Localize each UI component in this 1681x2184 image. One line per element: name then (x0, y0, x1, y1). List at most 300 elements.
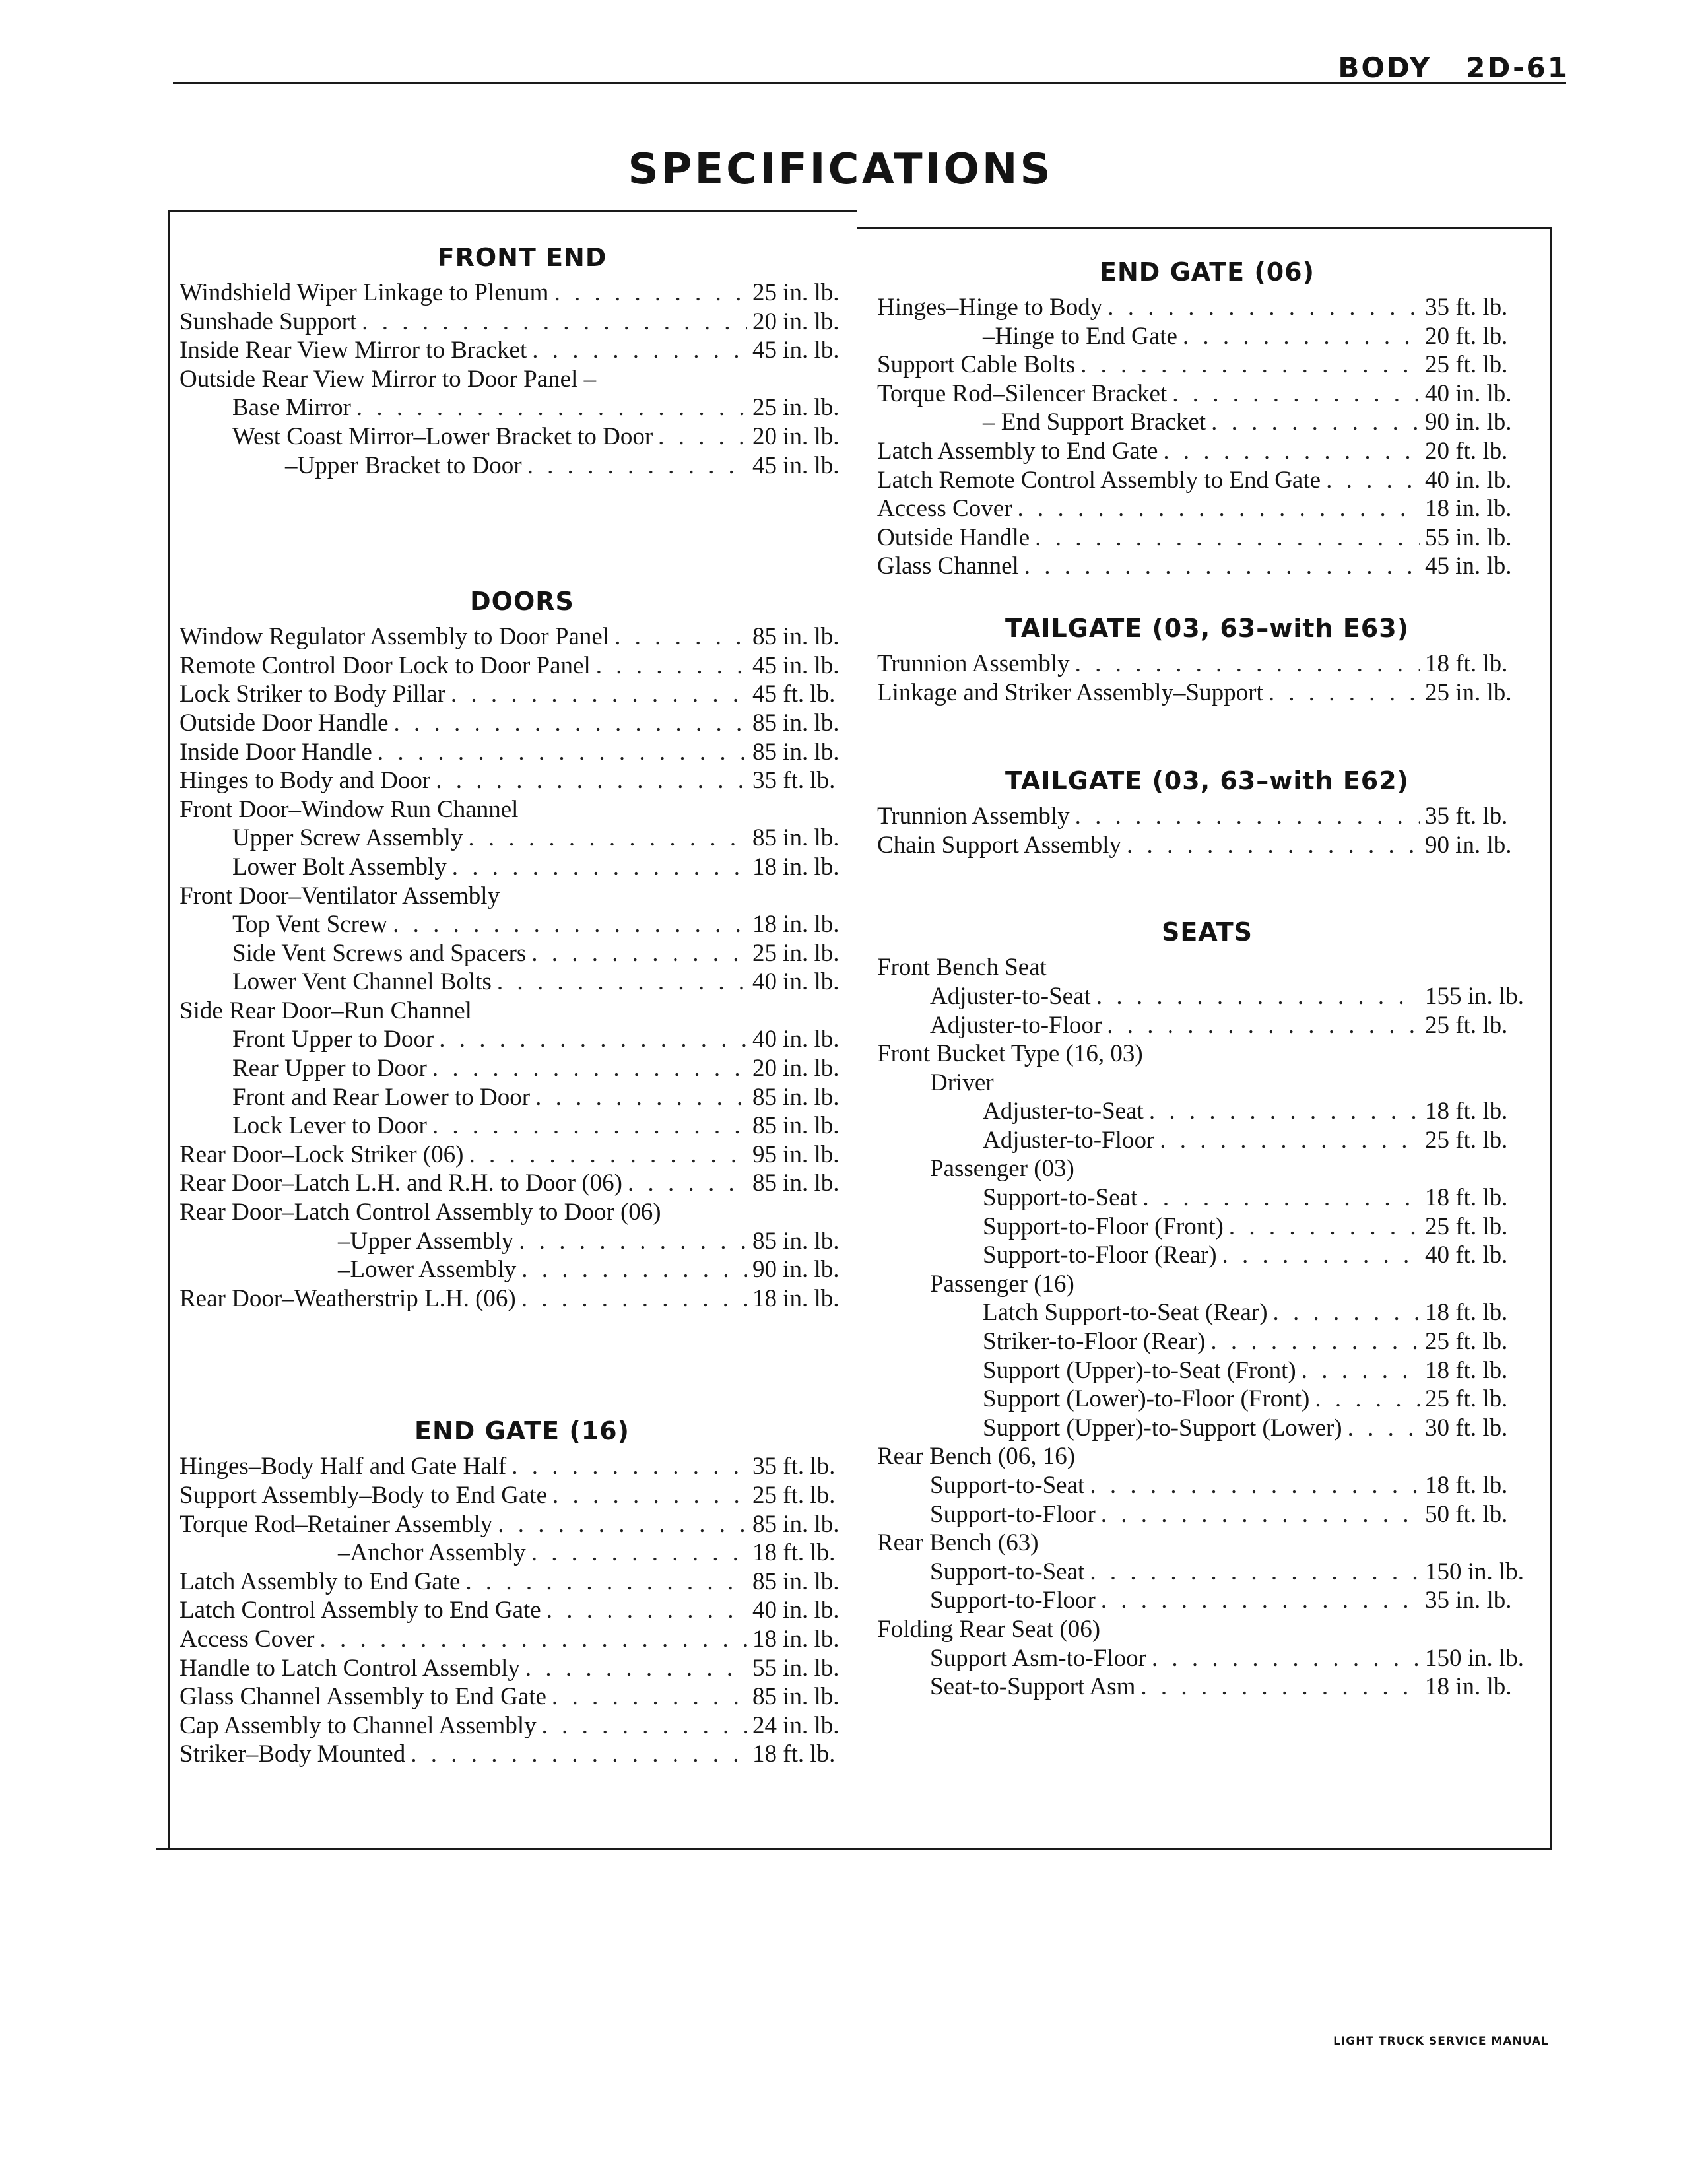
section-title: SEATS (1161, 917, 1253, 947)
dot-leader (521, 1255, 747, 1284)
spec-row (180, 738, 865, 767)
spec-label: Support-to-Floor (Front) (983, 1212, 1224, 1240)
dot-leader (436, 766, 747, 795)
dot-leader (1101, 1586, 1420, 1615)
spec-torque-value: 45 in. lb. (1425, 552, 1512, 580)
spec-torque-value: 85 in. lb. (752, 824, 840, 852)
spec-label: Lower Vent Channel Bolts (232, 968, 492, 996)
spec-label: Lock Lever to Door (232, 1112, 427, 1140)
spec-torque-value: 150 in. lb. (1425, 1558, 1525, 1585)
dot-leader (356, 393, 747, 422)
spec-torque-value: 20 in. lb. (752, 422, 840, 450)
spec-torque-value: 35 ft. lb. (752, 1453, 836, 1480)
spec-row (180, 1083, 865, 1112)
spec-label: Support Cable Bolts (877, 351, 1076, 379)
spec-torque-value: 85 in. lb. (752, 623, 840, 651)
spec-label: Window Regulator Assembly to Door Panel (180, 623, 610, 651)
section-name: BODY (1338, 51, 1432, 84)
dot-leader (511, 1452, 747, 1481)
spec-torque-value: 25 in. lb. (1425, 678, 1512, 706)
spec-label: Outside Rear View Mirror to Door Panel – (180, 365, 597, 393)
spec-row (180, 1539, 865, 1568)
spec-label: Latch Control Assembly to End Gate (180, 1597, 541, 1624)
spec-row (180, 279, 865, 308)
spec-torque-value: 18 ft. lb. (752, 1740, 836, 1768)
dot-leader (525, 1654, 747, 1683)
spec-torque-value: 50 ft. lb. (1425, 1500, 1508, 1528)
spec-torque-value: 18 ft. lb. (1425, 1472, 1508, 1499)
spec-row (180, 422, 865, 451)
spec-label: Lock Striker to Body Pillar (180, 680, 445, 708)
spec-torque-value: 40 in. lb. (1425, 466, 1512, 494)
spec-row (180, 1111, 865, 1141)
box-top-right-rule (857, 227, 1552, 229)
spec-row (180, 910, 865, 939)
spec-torque-value: 18 in. lb. (1425, 1673, 1512, 1701)
spec-row (877, 982, 1537, 1011)
dot-leader (552, 1682, 747, 1711)
spec-label: Trunnion Assembly (877, 649, 1070, 677)
dot-leader (1348, 1414, 1420, 1443)
spec-label: Front Bench Seat (877, 954, 1047, 981)
spec-torque-value: 90 in. lb. (752, 1256, 840, 1284)
spec-label: Latch Support-to-Seat (Rear) (983, 1299, 1268, 1327)
spec-row (877, 1385, 1537, 1414)
dot-leader (1160, 1126, 1420, 1155)
spec-row (877, 1529, 1537, 1558)
dot-leader (468, 824, 747, 853)
spec-label: –Anchor Assembly (338, 1539, 526, 1567)
spec-label: Base Mirror (232, 394, 351, 422)
spec-torque-value: 20 ft. lb. (1425, 322, 1508, 350)
spec-row (877, 1126, 1537, 1155)
section-tailgate-e63 (877, 607, 1537, 707)
spec-torque-value: 18 ft. lb. (1425, 1356, 1508, 1384)
section-title: DOORS (470, 587, 574, 616)
spec-row (180, 1169, 865, 1198)
dot-leader (532, 336, 747, 365)
dot-leader (542, 1711, 747, 1740)
spec-label: Seat-to-Support Asm (930, 1673, 1136, 1701)
spec-label: Handle to Latch Control Assembly (180, 1654, 520, 1682)
spec-row (180, 1740, 865, 1769)
spec-torque-value: 25 in. lb. (752, 279, 840, 306)
spec-torque-value: 18 ft. lb. (1425, 649, 1508, 677)
dot-leader (628, 1169, 747, 1198)
spec-torque-value: 40 ft. lb. (1425, 1241, 1508, 1269)
section-title: TAILGATE (03, 63–with E62) (1005, 766, 1410, 796)
box-top-left-rule (168, 210, 857, 212)
spec-row (180, 1198, 865, 1227)
spec-torque-value: 25 ft. lb. (752, 1482, 836, 1509)
spec-row (877, 380, 1537, 409)
spec-row (180, 1452, 865, 1481)
dot-leader (1107, 1011, 1420, 1040)
spec-label: Windshield Wiper Linkage to Plenum (180, 279, 549, 306)
spec-table-box (168, 210, 1552, 1850)
dot-leader (527, 451, 747, 480)
spec-torque-value: 85 in. lb. (752, 1568, 840, 1595)
spec-row (877, 678, 1537, 708)
spec-label: Hinges–Hinge to Body (877, 294, 1103, 321)
dot-leader (1107, 293, 1420, 322)
dot-leader (432, 1054, 747, 1083)
box-right-rule (1550, 227, 1552, 1850)
spec-label: Latch Assembly to End Gate (877, 437, 1158, 465)
spec-row (180, 622, 865, 651)
spec-row (877, 953, 1537, 982)
spec-row (877, 350, 1537, 380)
spec-torque-value: 18 ft. lb. (752, 1539, 836, 1567)
spec-row (877, 831, 1537, 860)
spec-row (877, 1241, 1537, 1270)
spec-torque-value: 25 ft. lb. (1425, 1126, 1508, 1154)
spec-row (877, 1097, 1537, 1126)
spec-row (877, 1500, 1537, 1529)
spec-label: Inside Door Handle (180, 738, 372, 766)
spec-label: Support-to-Floor (Rear) (983, 1241, 1217, 1269)
section-end-gate-16 (180, 1410, 865, 1769)
spec-torque-value: 95 in. lb. (752, 1141, 840, 1168)
spec-label: Support-to-Seat (983, 1184, 1138, 1212)
dot-leader (1075, 802, 1420, 831)
spec-torque-value: 20 in. lb. (752, 308, 840, 335)
spec-row (180, 1625, 865, 1654)
right-column (877, 257, 1537, 1702)
box-bottom-rule (156, 1848, 1552, 1850)
spec-row (877, 1183, 1537, 1212)
dot-leader (521, 1284, 747, 1313)
spec-torque-value: 30 ft. lb. (1425, 1414, 1508, 1441)
spec-torque-value: 55 in. lb. (752, 1654, 840, 1682)
spec-row (877, 1672, 1537, 1702)
spec-torque-value: 85 in. lb. (752, 738, 840, 766)
spec-label: Support Asm-to-Floor (930, 1644, 1146, 1672)
spec-torque-value: 85 in. lb. (752, 1227, 840, 1255)
dot-leader (1211, 408, 1420, 437)
spec-row (180, 1141, 865, 1170)
spec-torque-value: 155 in. lb. (1425, 982, 1525, 1010)
spec-torque-value: 18 in. lb. (1425, 495, 1512, 523)
spec-label: West Coast Mirror–Lower Bracket to Door (232, 422, 653, 450)
spec-torque-value: 85 in. lb. (752, 1510, 840, 1538)
spec-row (180, 709, 865, 738)
spec-torque-value: 40 in. lb. (752, 968, 840, 996)
spec-row (877, 1270, 1537, 1299)
spec-torque-value: 40 in. lb. (752, 1026, 840, 1053)
spec-torque-value: 18 ft. lb. (1425, 1184, 1508, 1212)
spec-label: Sunshade Support (180, 308, 357, 335)
section-tailgate-e62 (877, 760, 1537, 859)
spec-row (180, 1596, 865, 1625)
spec-row (180, 336, 865, 365)
dot-leader (1127, 831, 1420, 860)
dot-leader (1229, 1212, 1420, 1241)
left-column (180, 243, 865, 1769)
dot-leader (465, 1568, 747, 1597)
spec-label: Side Vent Screws and Spacers (232, 939, 527, 967)
section-doors (180, 580, 865, 1313)
running-header (1338, 51, 1569, 84)
dot-leader (531, 939, 747, 968)
spec-label: Rear Door–Latch Control Assembly to Door (06) (180, 1199, 661, 1226)
spec-row (877, 1298, 1537, 1327)
spec-label: Support-to-Seat (930, 1472, 1085, 1499)
dot-leader (596, 651, 747, 680)
spec-label: Hinges–Body Half and Gate Half (180, 1453, 507, 1480)
dot-leader (469, 1141, 747, 1170)
spec-label: Passenger (16) (930, 1270, 1074, 1298)
spec-row (877, 1471, 1537, 1500)
section-end-gate-06 (877, 251, 1537, 581)
spec-row (180, 365, 865, 394)
dot-leader (451, 680, 747, 709)
dot-leader (319, 1625, 747, 1654)
spec-row (877, 1356, 1537, 1385)
spec-row (877, 1414, 1537, 1443)
dot-leader (498, 1510, 747, 1539)
spec-torque-value: 18 in. lb. (752, 1625, 840, 1653)
dot-leader (1024, 552, 1420, 581)
dot-leader (378, 738, 747, 767)
dot-leader (362, 308, 747, 337)
dot-leader (1075, 649, 1420, 678)
dot-leader (531, 1539, 747, 1568)
dot-leader (1172, 380, 1420, 409)
spec-label: Upper Screw Assembly (232, 824, 463, 852)
dot-leader (614, 622, 747, 651)
spec-row (877, 649, 1537, 678)
dot-leader (546, 1596, 747, 1625)
dot-leader (1326, 466, 1420, 495)
dot-leader (432, 1111, 747, 1141)
spec-row (180, 1654, 865, 1683)
spec-label: Striker-to-Floor (Rear) (983, 1328, 1206, 1356)
spec-label: Rear Door–Latch L.H. and R.H. to Door (06) (180, 1170, 622, 1197)
dot-leader (1035, 523, 1420, 552)
spec-row (877, 1154, 1537, 1183)
spec-row (180, 1481, 865, 1510)
spec-row (180, 997, 865, 1026)
spec-torque-value: 45 in. lb. (752, 651, 840, 679)
spec-row (877, 322, 1537, 351)
spec-row (877, 1615, 1537, 1644)
spec-row (180, 968, 865, 997)
spec-torque-value: 85 in. lb. (752, 1683, 840, 1711)
spec-label: Support (Lower)-to-Floor (Front) (983, 1385, 1310, 1413)
dot-leader (1163, 437, 1420, 466)
spec-torque-value: 40 in. lb. (752, 1597, 840, 1624)
spec-label: Access Cover (180, 1625, 315, 1653)
spec-row (180, 853, 865, 882)
spec-torque-value: 35 in. lb. (1425, 1587, 1512, 1614)
spec-label: Front Door–Ventilator Assembly (180, 882, 500, 910)
box-left-rule (168, 210, 170, 1850)
spec-label: Rear Upper to Door (232, 1055, 427, 1082)
spec-label: Support-to-Floor (930, 1500, 1096, 1528)
spec-row (180, 1255, 865, 1284)
section-title: END GATE (16) (414, 1416, 630, 1446)
dot-leader (1152, 1644, 1420, 1673)
dot-leader (1222, 1241, 1420, 1270)
spec-row (877, 1558, 1537, 1587)
dot-leader (497, 968, 747, 997)
spec-label: Rear Bench (06, 16) (877, 1443, 1076, 1471)
spec-row (877, 494, 1537, 523)
dot-leader (393, 910, 747, 939)
dot-leader (1140, 1672, 1420, 1702)
dot-leader (1302, 1356, 1420, 1385)
spec-row (877, 437, 1537, 466)
spec-label: Front Bucket Type (16, 03) (877, 1040, 1143, 1068)
spec-label: Support Assembly–Body to End Gate (180, 1482, 548, 1509)
spec-torque-value: 35 ft. lb. (752, 767, 836, 795)
spec-row (180, 1711, 865, 1740)
section-title: FRONT END (437, 243, 607, 272)
spec-label: Adjuster-to-Floor (983, 1126, 1155, 1154)
spec-row (180, 939, 865, 968)
spec-label: Chain Support Assembly (877, 831, 1122, 859)
spec-row (180, 1284, 865, 1313)
spec-torque-value: 35 ft. lb. (1425, 803, 1508, 830)
spec-label: Lower Bolt Assembly (232, 853, 447, 880)
spec-torque-value: 45 in. lb. (752, 337, 840, 364)
dot-leader (1183, 322, 1420, 351)
spec-row (180, 308, 865, 337)
spec-torque-value: 90 in. lb. (1425, 831, 1512, 859)
spec-row (180, 680, 865, 709)
spec-torque-value: 40 in. lb. (1425, 380, 1512, 407)
spec-label: Torque Rod–Silencer Bracket (877, 380, 1168, 407)
page-title: SPECIFICATIONS (628, 145, 1053, 194)
spec-label: Glass Channel (877, 552, 1019, 580)
spec-row (877, 293, 1537, 322)
spec-torque-value: 85 in. lb. (752, 1083, 840, 1111)
spec-row (180, 1568, 865, 1597)
section-title: TAILGATE (03, 63–with E63) (1005, 613, 1410, 643)
section-title: END GATE (06) (1100, 257, 1315, 286)
spec-row (180, 766, 865, 795)
spec-torque-value: 24 in. lb. (752, 1711, 840, 1739)
dot-leader (1090, 1471, 1420, 1500)
spec-torque-value: 85 in. lb. (752, 709, 840, 737)
dot-leader (452, 853, 747, 882)
section-seats (877, 911, 1537, 1701)
spec-torque-value: 18 ft. lb. (1425, 1299, 1508, 1327)
spec-torque-value: 18 ft. lb. (1425, 1098, 1508, 1125)
spec-label: – End Support Bracket (983, 409, 1206, 436)
spec-row (180, 1682, 865, 1711)
spec-label: Rear Door–Lock Striker (06) (180, 1141, 464, 1168)
spec-torque-value: 35 ft. lb. (1425, 294, 1508, 321)
spec-row (877, 552, 1537, 581)
spec-label: Latch Remote Control Assembly to End Gate (877, 466, 1321, 494)
spec-torque-value: 55 in. lb. (1425, 523, 1512, 551)
dot-leader (1101, 1500, 1420, 1529)
spec-torque-value: 90 in. lb. (1425, 409, 1512, 436)
spec-row (877, 1586, 1537, 1615)
spec-torque-value: 85 in. lb. (752, 1170, 840, 1197)
section-front-end (180, 236, 865, 480)
spec-label: Folding Rear Seat (06) (877, 1615, 1101, 1643)
spec-torque-value: 25 in. lb. (752, 394, 840, 422)
spec-row (180, 1227, 865, 1256)
spec-torque-value: 25 ft. lb. (1425, 1328, 1508, 1356)
spec-torque-value: 25 in. lb. (752, 939, 840, 967)
spec-label: Adjuster-to-Seat (983, 1098, 1144, 1125)
spec-row (180, 1510, 865, 1539)
spec-label: Support-to-Seat (930, 1558, 1085, 1585)
dot-leader (1090, 1558, 1420, 1587)
spec-label: –Upper Assembly (338, 1227, 514, 1255)
spec-label: Rear Door–Weatherstrip L.H. (06) (180, 1284, 516, 1312)
spec-torque-value: 150 in. lb. (1425, 1644, 1525, 1672)
spec-label: Front Upper to Door (232, 1026, 434, 1053)
spec-label: Inside Rear View Mirror to Bracket (180, 337, 527, 364)
spec-label: Rear Bench (63) (877, 1529, 1039, 1557)
dot-leader (1142, 1183, 1420, 1212)
spec-row (180, 795, 865, 824)
spec-label: –Lower Assembly (338, 1256, 517, 1284)
spec-row (877, 1069, 1537, 1098)
spec-label: Access Cover (877, 495, 1012, 523)
spec-torque-value: 20 in. lb. (752, 1055, 840, 1082)
dot-leader (439, 1025, 747, 1054)
spec-torque-value: 20 ft. lb. (1425, 437, 1508, 465)
dot-leader (1269, 678, 1420, 708)
spec-torque-value: 18 in. lb. (752, 911, 840, 939)
spec-label: Support-to-Floor (930, 1587, 1096, 1614)
spec-row (180, 1025, 865, 1054)
spec-label: Front and Rear Lower to Door (232, 1083, 531, 1111)
spec-torque-value: 85 in. lb. (752, 1112, 840, 1140)
spec-row (877, 1442, 1537, 1471)
spec-torque-value: 18 in. lb. (752, 853, 840, 880)
dot-leader (394, 709, 748, 738)
spec-label: Driver (930, 1069, 994, 1096)
spec-label: –Upper Bracket to Door (285, 451, 522, 479)
dot-leader (411, 1740, 747, 1769)
spec-label: Side Rear Door–Run Channel (180, 997, 472, 1024)
spec-row (180, 882, 865, 911)
spec-label: Support (Upper)-to-Support (Lower) (983, 1414, 1342, 1441)
dot-leader (658, 422, 747, 451)
spec-torque-value: 25 ft. lb. (1425, 1385, 1508, 1413)
spec-torque-value: 45 ft. lb. (752, 680, 836, 708)
spec-row (180, 451, 865, 480)
spec-row (877, 1327, 1537, 1356)
spec-label: Adjuster-to-Seat (930, 982, 1091, 1010)
spec-label: Remote Control Door Lock to Door Panel (180, 651, 591, 679)
spec-label: Glass Channel Assembly to End Gate (180, 1683, 546, 1711)
dot-leader (1210, 1327, 1420, 1356)
spec-label: Linkage and Striker Assembly–Support (877, 678, 1263, 706)
spec-label: Passenger (03) (930, 1155, 1074, 1183)
dot-leader (1149, 1097, 1420, 1126)
spec-label: Latch Assembly to End Gate (180, 1568, 461, 1595)
spec-row (877, 408, 1537, 437)
dot-leader (1315, 1385, 1420, 1414)
spec-label: –Hinge to End Gate (983, 322, 1177, 350)
dot-leader (552, 1481, 747, 1510)
spec-row (877, 466, 1537, 495)
spec-label: Hinges to Body and Door (180, 767, 431, 795)
spec-label: Striker–Body Mounted (180, 1740, 406, 1768)
spec-row (180, 651, 865, 680)
spec-torque-value: 45 in. lb. (752, 451, 840, 479)
spec-row (180, 393, 865, 422)
spec-torque-value: 18 in. lb. (752, 1284, 840, 1312)
